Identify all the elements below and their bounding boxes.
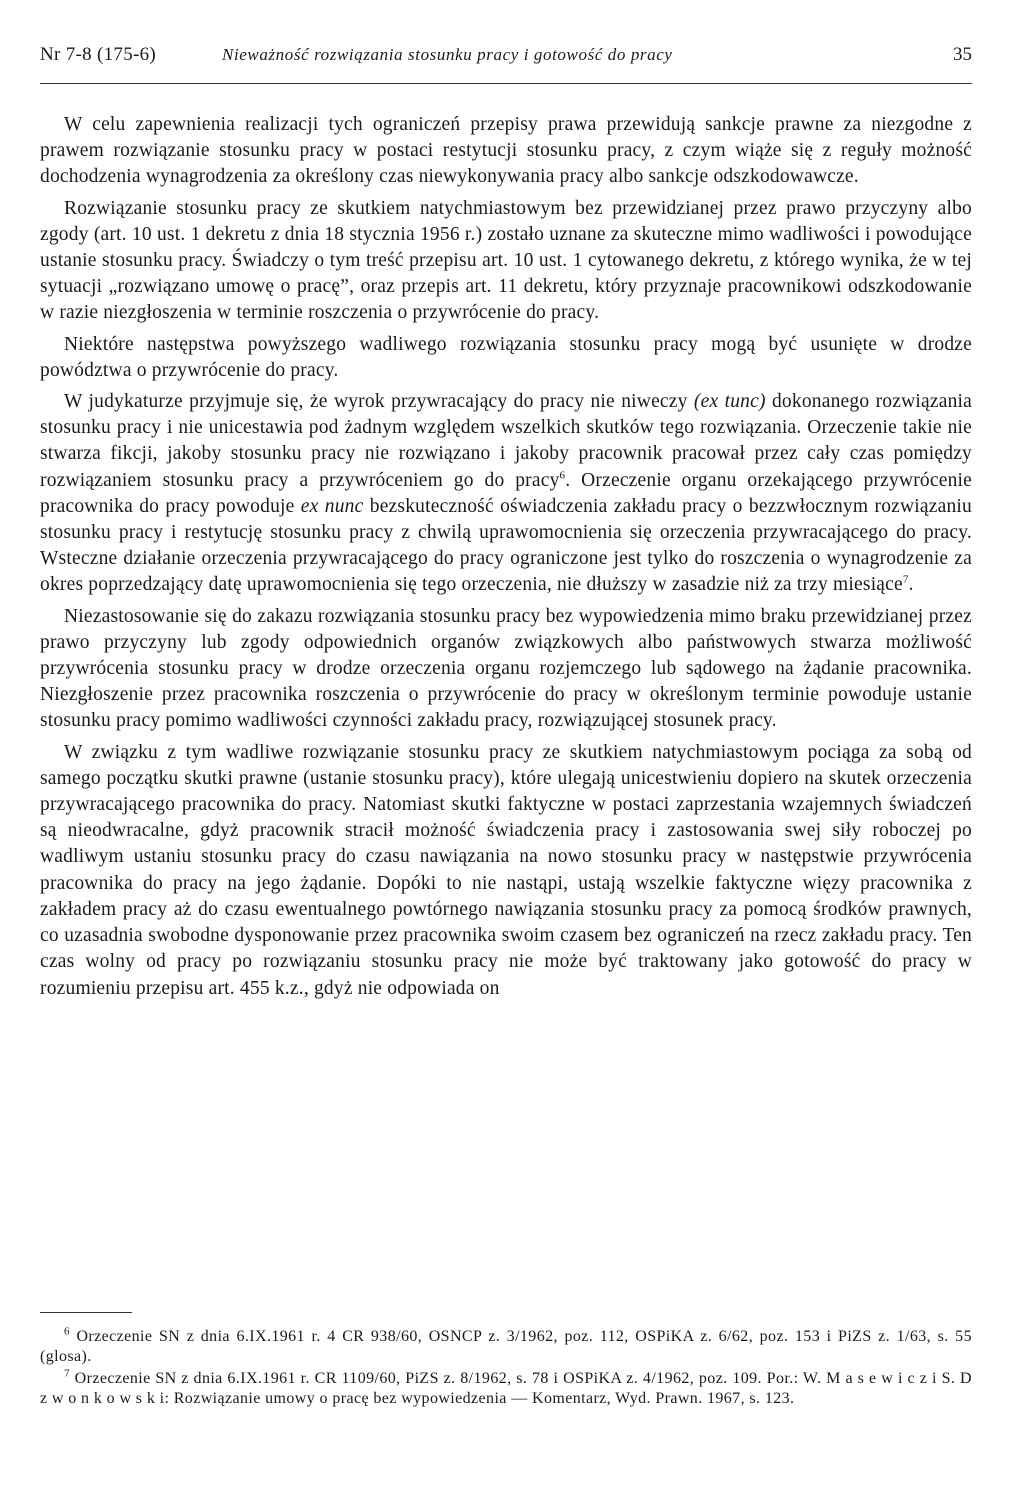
footnote-6 bbox=[40, 1327, 972, 1367]
paragraph-5: Niezastosowanie się do zakazu rozwiązania stosunku pracy bez wypowiedzenia mimo braku przewidzianej przez prawo przyczyny lub zgody odpowiednich organów związkowych albo państwowych stwarza możliwość przywrócenia stosunku pracy w drodze orzeczenia organu rozjemczego lub sądowego na żądanie pracownika. Niezgłoszenie przez pracownika roszczenia o przywrócenie do pracy w określonym terminie powoduje ustanie stosunku pracy pomimo wadliwości czynności zakładu pracy, rozwiązującej stosunek pracy. bbox=[40, 605, 972, 732]
paragraph-4-italic-ex-nunc: ex nunc bbox=[300, 495, 364, 517]
footnote-ref-7[interactable]: 7 bbox=[902, 573, 909, 586]
page-number: 35 bbox=[953, 44, 972, 65]
paragraph-2: Rozwiązanie stosunku pracy ze skutkiem natychmiastowym bez przewidzianej przez prawo przyczyny albo zgody (art. 10 ust. 1 dekretu z dnia 18 stycznia 1956 r.) zostało uznane za skuteczne mimo wadliwości i powodujące ustanie stosunku pracy. Świadczy o tym treść przepisu art. 10 ust. 1 cytowanego dekretu, z którego wynika, że w tej sytuacji „rozwiązano umowę o pracę”, oraz przepis art. 11 dekretu, który przyznaje pracownikowi odszkodowanie w razie niezgłoszenia w terminie roszczenia o przywrócenie do pracy. bbox=[40, 197, 972, 324]
paragraph-4-italic-ex-tunc: (ex tunc) bbox=[693, 391, 766, 413]
paragraph-1: W celu zapewnienia realizacji tych ograniczeń przepisy prawa przewidują sankcje prawne za niezgodne z prawem rozwiązanie stosunku pracy w postaci restytucji stosunku pracy, z czym wiąże się z reguły możność dochodzenia wynagrodzenia za określony czas niewykonywania pracy albo sankcje odszkodowawcze. bbox=[40, 114, 972, 188]
running-title: Nieważność rozwiązania stosunku pracy i gotowość do pracy bbox=[222, 45, 673, 64]
footnote-ref-6[interactable]: 6 bbox=[559, 469, 566, 482]
footnote-7-text: Orzeczenie SN z dnia 6.IX.1961 r. CR 1109/60, PiZS z. 8/1962, s. 78 i OSPiKA z. 4/1962, poz. 109. Por.: W. M a s e w i c z i S. D z w o n k o w s k i: Rozwiązanie umowy o pracę bez wypowiedzenia — Komentarz, Wyd. Prawn. 1967, s. 123. bbox=[40, 1370, 972, 1407]
footnote-rule bbox=[40, 1312, 132, 1313]
main-text bbox=[40, 112, 972, 1002]
header-rule bbox=[40, 83, 972, 84]
paragraph-4-text-a: W judykaturze przyjmuje się, że wyrok przywracający do pracy nie niweczy bbox=[64, 391, 694, 413]
paragraph-3: Niektóre następstwa powyższego wadliwego rozwiązania stosunku pracy mogą być usunięte w drodze powództwa o przywrócenie do pracy. bbox=[40, 333, 972, 381]
paragraph-4-text-d: bezskuteczność oświadczenia zakładu pracy o bezzwłocznym rozwiązaniu stosunku pracy i restytucję stosunku pracy z chwilą uprawomocnienia się orzeczenia przywracającego do pracy. Wsteczne działanie orzeczenia przywracającego do pracy ograniczone jest tylko do roszczenia o wynagrodzenie za okres poprzedzający datę uprawomocnienia się tego orzeczenia, nie dłuższy w zasadzie niż za trzy miesiące bbox=[40, 495, 972, 596]
paragraph-4-text-b: dokonanego rozwiązania stosunku pracy i nie unicestawia pod żadnym względem wszelkich skutków tego rozwiązania. Orzeczenie takie nie stwarza fikcji, jakoby stosunku pracy nie rozwiązano i jakoby pracownik pracował przez cały czas pomiędzy rozwiązaniem stosunku pracy a przywróceniem go do pracy bbox=[40, 391, 972, 491]
journal-issue: Nr 7-8 (175-6) bbox=[40, 44, 157, 65]
footnotes bbox=[40, 1312, 972, 1409]
paragraph-4-text-c: . Orzeczenie organu orzekającego przywrócenie pracownika do pracy powoduje bbox=[40, 469, 972, 517]
footnote-7 bbox=[40, 1369, 972, 1409]
paragraph-6: W związku z tym wadliwe rozwiązanie stosunku pracy ze skutkiem natychmiastowym pociąga za sobą od samego początku skutki prawne (ustanie stosunku pracy), które ulegają unicestwieniu dopiero na skutek orzeczenia przywracającego pracownika do pracy. Natomiast skutki faktyczne w postaci zaprzestania wzajemnych świadczeń są nieodwracalne, gdyż pracownik stracił możność świadczenia pracy i zastosowania swej siły roboczej po wadliwym ustaniu stosunku pracy do czasu nawiązania na nowo stosunku pracy w następstwie przywrócenia pracownika do pracy na jego żądanie. Dopóki to nie nastąpi, ustają wszelkie faktyczne więzy pracownika z zakładem pracy aż do czasu ewentualnego powtórnego nawiązania stosunku pracy za pomocą środków prawnych, co uzasadnia swobodne dysponowanie przez pracownika swoim czasem bez ograniczeń na rzecz zakładu pracy. Ten czas wolny od pracy po rozwiązaniu stosunku pracy nie może być traktowany jako gotowość do pracy w rozumieniu przepisu art. 455 k.z., gdyż nie odpowiada on bbox=[40, 741, 972, 999]
footnote-7-mark: 7 bbox=[64, 1367, 70, 1380]
paragraph-4 bbox=[40, 389, 972, 599]
page-header bbox=[40, 44, 972, 80]
footnote-6-mark: 6 bbox=[64, 1325, 70, 1338]
paragraph-4-text-e: . bbox=[908, 574, 914, 596]
footnote-6-text: Orzeczenie SN z dnia 6.IX.1961 r. 4 CR 938/60, OSNCP z. 3/1962, poz. 112, OSPiKA z. 6/62, poz. 153 i PiZS z. 1/63, s. 55 (glosa). bbox=[40, 1328, 972, 1365]
